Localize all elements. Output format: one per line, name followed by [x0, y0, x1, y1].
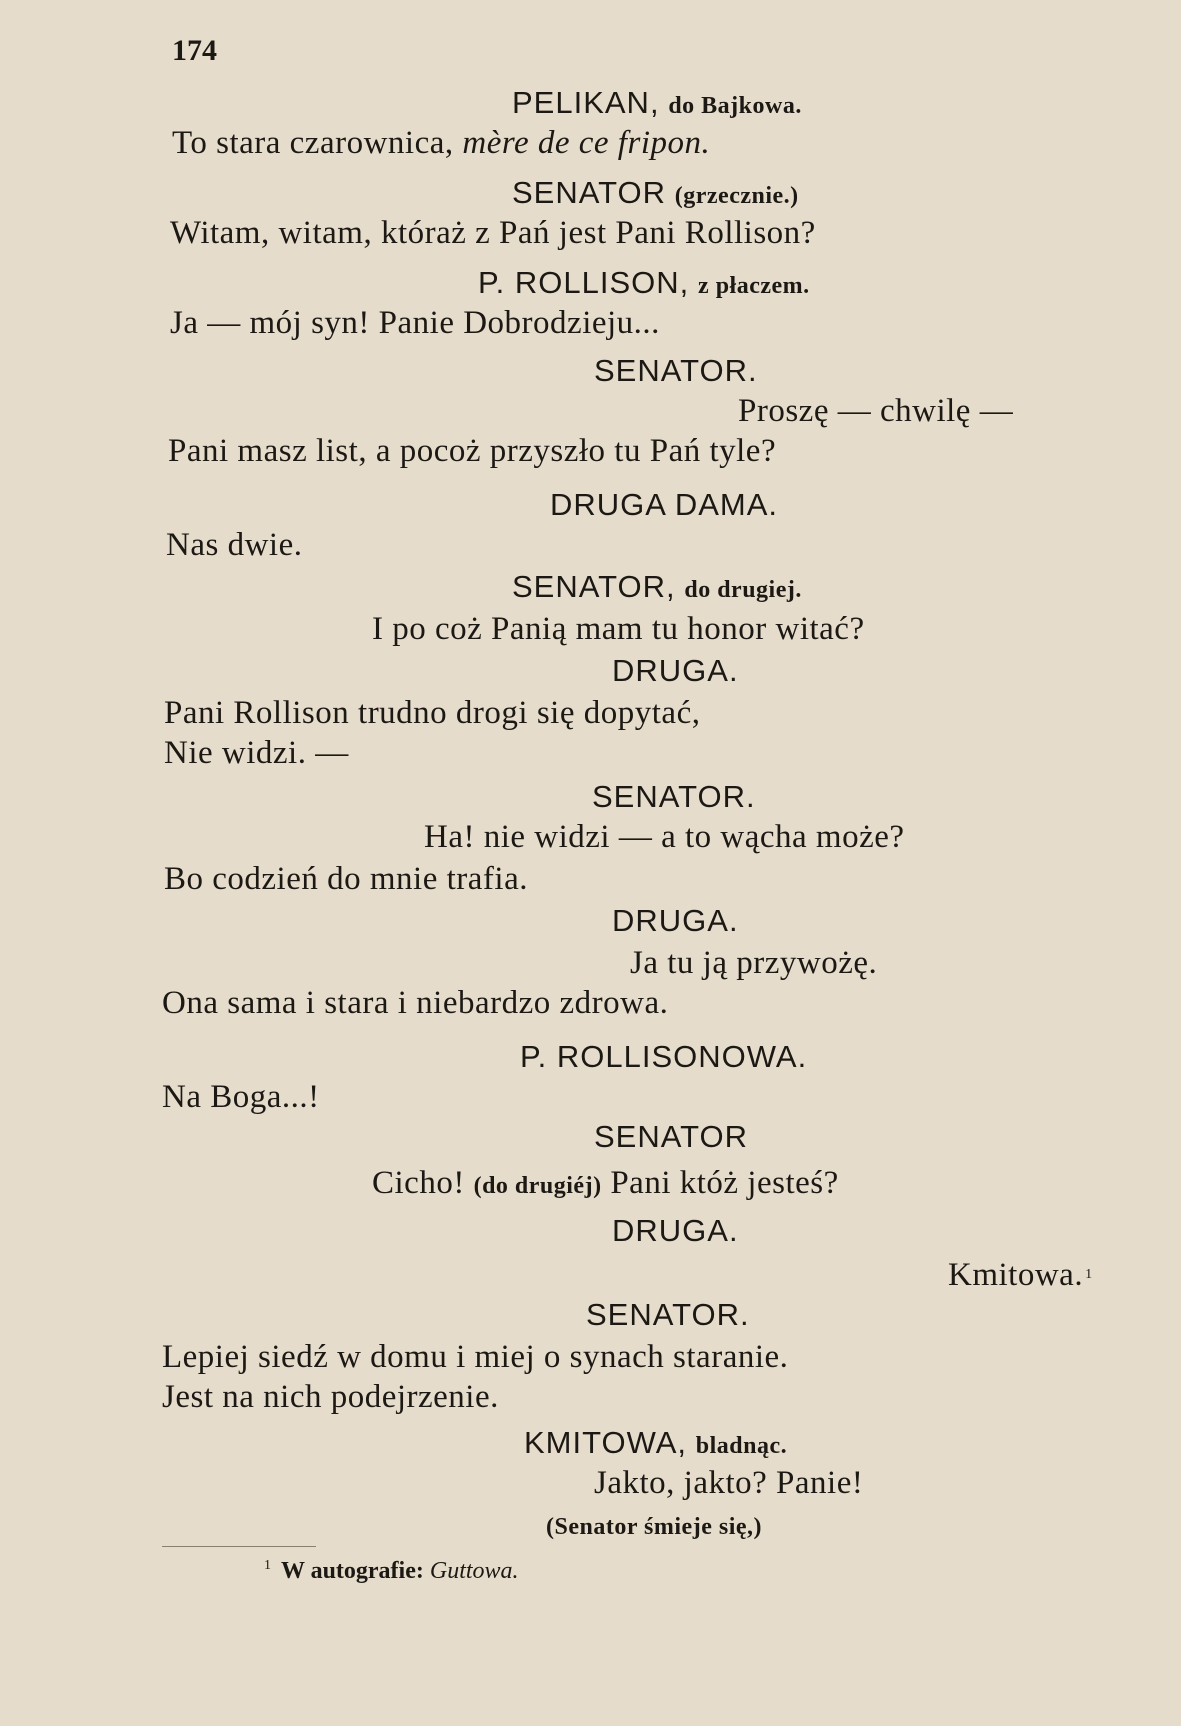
line-15: Pani Rollison trudno drogi się dopytać, [164, 695, 701, 731]
verse-text: Cicho! [372, 1165, 465, 1201]
line-21: Ja tu ją przywożę. [630, 945, 878, 981]
page-number: 174 [172, 34, 217, 67]
stage-direction: bladnąc. [695, 1433, 788, 1459]
line-26 [372, 1164, 839, 1205]
line-5 [478, 264, 810, 305]
footnote-number: 1 [264, 1558, 271, 1573]
line-17: SENATOR. [592, 779, 756, 814]
line-23: P. ROLLISONOWA. [520, 1039, 808, 1074]
speaker-name: SENATOR, [512, 569, 676, 604]
line-6: Ja — mój syn! Panie Dobrodzieju... [170, 305, 660, 341]
line-16: Nie widzi. — [164, 735, 349, 771]
line-1 [512, 84, 802, 125]
line-29: SENATOR. [586, 1297, 750, 1332]
footnote-text: W autografie: [281, 1558, 430, 1584]
line-8: Proszę — chwilę — [738, 393, 1014, 429]
stage-direction: do Bajkowa. [668, 93, 802, 119]
line-11: Nas dwie. [166, 527, 303, 563]
italic-text: mère de ce fripon. [462, 125, 711, 161]
line-30: Lepiej siedź w domu i miej o synach staranie. [162, 1339, 789, 1375]
line-4: Witam, witam, któraż z Pań jest Pani Rollison? [170, 215, 816, 251]
line-31: Jest na nich podejrzenie. [162, 1379, 499, 1415]
stage-direction: z płaczem. [698, 273, 810, 299]
line-27: DRUGA. [612, 1213, 739, 1248]
line-24: Na Boga...! [162, 1079, 320, 1115]
line-20: DRUGA. [612, 903, 739, 938]
line-18: Ha! nie widzi — a to wącha może? [424, 819, 905, 855]
line-10: DRUGA DAMA. [550, 487, 779, 522]
stage-direction: do drugiej. [684, 577, 802, 603]
line-25: SENATOR [594, 1119, 748, 1154]
line-19: Bo codzień do mnie trafia. [164, 861, 528, 897]
line-3 [512, 174, 799, 215]
verse-text: Kmitowa. [948, 1257, 1084, 1293]
stage-direction: (do drugiéj) [473, 1173, 602, 1199]
speaker-name: KMITOWA, [524, 1425, 687, 1460]
line-12 [512, 568, 802, 609]
line-32 [524, 1424, 787, 1465]
line-2 [172, 124, 710, 162]
footnote [264, 1558, 519, 1585]
speaker-name: SENATOR [512, 175, 666, 210]
line-34: (Senator śmieje się,) [546, 1514, 762, 1540]
speaker-name: P. ROLLISON, [478, 265, 690, 300]
stage-direction: (grzecznie.) [674, 183, 799, 209]
line-14: DRUGA. [612, 653, 739, 688]
line-22: Ona sama i stara i niebardzo zdrowa. [162, 985, 669, 1021]
footnote-marker: 1 [1085, 1267, 1093, 1282]
verse-text: Pani któż jesteś? [610, 1165, 839, 1201]
line-9: Pani masz list, a pocoż przyszło tu Pań tyle? [168, 433, 777, 469]
footnote-italic: Guttowa. [429, 1558, 519, 1584]
verse-text: To stara czarownica, [172, 125, 463, 161]
speaker-name: PELIKAN, [512, 85, 660, 120]
line-7: SENATOR. [594, 353, 758, 388]
line-28 [948, 1256, 1093, 1294]
footnote-rule [162, 1546, 316, 1547]
line-33: Jakto, jakto? Panie! [594, 1465, 864, 1501]
line-13: I po coż Panią mam tu honor witać? [372, 611, 865, 647]
